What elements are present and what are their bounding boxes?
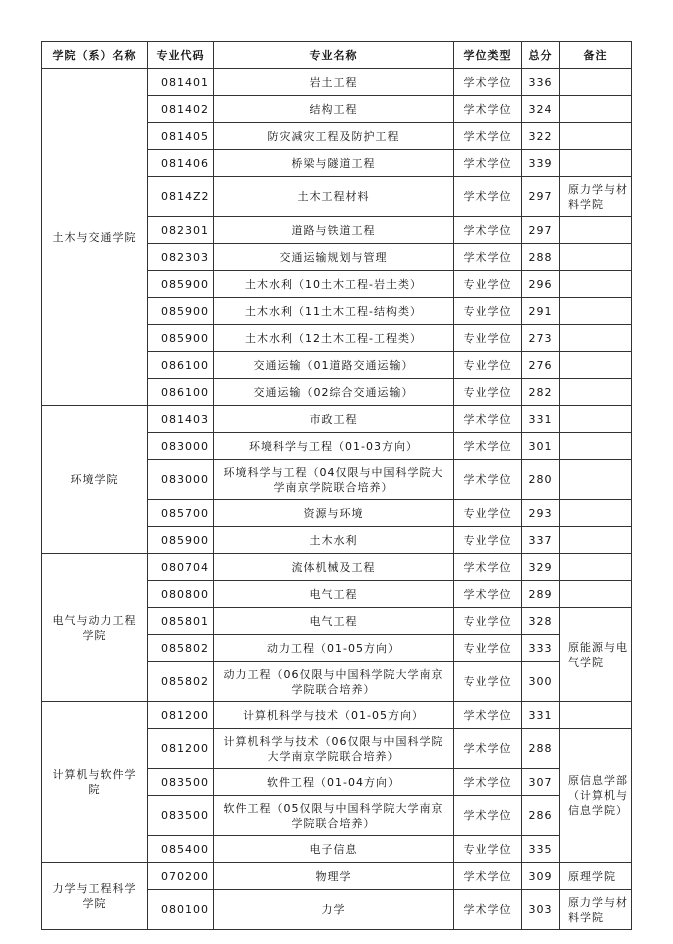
remark-cell: 原力学与材料学院: [560, 177, 632, 217]
major-code: 081401: [148, 69, 214, 96]
total-score: 297: [522, 177, 560, 217]
total-score: 286: [522, 796, 560, 836]
remark-cell: [560, 217, 632, 244]
total-score: 329: [522, 554, 560, 581]
remark-cell: [560, 271, 632, 298]
total-score: 289: [522, 581, 560, 608]
total-score: 339: [522, 150, 560, 177]
major-code: 081406: [148, 150, 214, 177]
major-name: 交通运输（02综合交通运输）: [214, 379, 454, 406]
major-code: 085700: [148, 500, 214, 527]
major-code: 085802: [148, 662, 214, 702]
major-name: 道路与铁道工程: [214, 217, 454, 244]
major-name: 防灾减灾工程及防护工程: [214, 123, 454, 150]
header-major: 专业名称: [214, 42, 454, 69]
degree-type: 学术学位: [454, 244, 522, 271]
degree-type: 专业学位: [454, 379, 522, 406]
major-name: 桥梁与隧道工程: [214, 150, 454, 177]
degree-type: 学术学位: [454, 729, 522, 769]
degree-type: 学术学位: [454, 460, 522, 500]
total-score: 337: [522, 527, 560, 554]
total-score: 307: [522, 769, 560, 796]
major-code: 082303: [148, 244, 214, 271]
header-remark: 备注: [560, 42, 632, 69]
admission-score-table: [41, 41, 632, 930]
remark-cell: [560, 581, 632, 608]
total-score: 280: [522, 460, 560, 500]
major-name: 流体机械及工程: [214, 554, 454, 581]
major-code: 081405: [148, 123, 214, 150]
total-score: 331: [522, 406, 560, 433]
major-name: 计算机科学与技术（06仅限与中国科学院大学南京学院联合培养）: [214, 729, 454, 769]
degree-type: 学术学位: [454, 177, 522, 217]
major-code: 085900: [148, 271, 214, 298]
remark-cell: [560, 460, 632, 500]
college-name: 电气与动力工程学院: [42, 554, 148, 702]
remark-cell: [560, 500, 632, 527]
remark-cell: [560, 298, 632, 325]
degree-type: 学术学位: [454, 863, 522, 890]
degree-type: 专业学位: [454, 608, 522, 635]
major-code: 083000: [148, 460, 214, 500]
college-name: 土木与交通学院: [42, 69, 148, 406]
major-code: 083000: [148, 433, 214, 460]
table-body: [42, 69, 632, 930]
degree-type: 专业学位: [454, 527, 522, 554]
table-row: [42, 406, 632, 433]
degree-type: 专业学位: [454, 500, 522, 527]
major-name: 环境科学与工程（04仅限与中国科学院大学南京学院联合培养）: [214, 460, 454, 500]
remark-cell: 原理学院: [560, 863, 632, 890]
remark-cell: [560, 352, 632, 379]
college-name: 力学与工程科学学院: [42, 863, 148, 930]
major-name: 电气工程: [214, 581, 454, 608]
total-score: 335: [522, 836, 560, 863]
total-score: 324: [522, 96, 560, 123]
major-code: 0814Z2: [148, 177, 214, 217]
total-score: 300: [522, 662, 560, 702]
remark-cell: [560, 325, 632, 352]
remark-cell: [560, 433, 632, 460]
major-code: 080800: [148, 581, 214, 608]
header-code: 专业代码: [148, 42, 214, 69]
total-score: 273: [522, 325, 560, 352]
major-name: 结构工程: [214, 96, 454, 123]
remark-cell: [560, 150, 632, 177]
major-name: 电气工程: [214, 608, 454, 635]
degree-type: 学术学位: [454, 890, 522, 930]
total-score: 296: [522, 271, 560, 298]
major-code: 085802: [148, 635, 214, 662]
college-name: 计算机与软件学院: [42, 702, 148, 863]
total-score: 297: [522, 217, 560, 244]
table-row: [42, 863, 632, 890]
total-score: 309: [522, 863, 560, 890]
major-name: 动力工程（06仅限与中国科学院大学南京学院联合培养）: [214, 662, 454, 702]
total-score: 301: [522, 433, 560, 460]
degree-type: 学术学位: [454, 123, 522, 150]
college-name: 环境学院: [42, 406, 148, 554]
major-code: 085900: [148, 298, 214, 325]
major-name: 动力工程（01-05方向）: [214, 635, 454, 662]
total-score: 276: [522, 352, 560, 379]
major-code: 070200: [148, 863, 214, 890]
major-code: 081200: [148, 729, 214, 769]
degree-type: 学术学位: [454, 433, 522, 460]
degree-type: 专业学位: [454, 836, 522, 863]
major-name: 计算机科学与技术（01-05方向）: [214, 702, 454, 729]
major-name: 土木水利（11土木工程-结构类）: [214, 298, 454, 325]
major-name: 电子信息: [214, 836, 454, 863]
major-name: 软件工程（01-04方向）: [214, 769, 454, 796]
major-name: 力学: [214, 890, 454, 930]
degree-type: 学术学位: [454, 150, 522, 177]
major-code: 085900: [148, 325, 214, 352]
remark-cell: [560, 96, 632, 123]
major-code: 080100: [148, 890, 214, 930]
total-score: 336: [522, 69, 560, 96]
degree-type: 专业学位: [454, 635, 522, 662]
header-row: [42, 42, 632, 69]
remark-cell: 原信息学部（计算机与信息学院）: [560, 729, 632, 863]
major-code: 081403: [148, 406, 214, 433]
total-score: 288: [522, 729, 560, 769]
remark-cell: 原能源与电气学院: [560, 608, 632, 702]
major-code: 081402: [148, 96, 214, 123]
major-name: 资源与环境: [214, 500, 454, 527]
major-code: 083500: [148, 796, 214, 836]
degree-type: 学术学位: [454, 96, 522, 123]
degree-type: 学术学位: [454, 702, 522, 729]
major-name: 软件工程（05仅限与中国科学院大学南京学院联合培养）: [214, 796, 454, 836]
major-code: 085801: [148, 608, 214, 635]
degree-type: 学术学位: [454, 581, 522, 608]
remark-cell: [560, 702, 632, 729]
remark-cell: 原力学与材料学院: [560, 890, 632, 930]
remark-cell: [560, 554, 632, 581]
major-name: 土木水利（10土木工程-岩土类）: [214, 271, 454, 298]
major-code: 081200: [148, 702, 214, 729]
header-degree-type: 学位类型: [454, 42, 522, 69]
degree-type: 学术学位: [454, 406, 522, 433]
major-code: 086100: [148, 352, 214, 379]
major-name: 交通运输（01道路交通运输）: [214, 352, 454, 379]
major-name: 土木水利: [214, 527, 454, 554]
table-row: [42, 554, 632, 581]
remark-cell: [560, 69, 632, 96]
table-row: [42, 69, 632, 96]
degree-type: 专业学位: [454, 271, 522, 298]
degree-type: 专业学位: [454, 298, 522, 325]
total-score: 303: [522, 890, 560, 930]
major-name: 岩土工程: [214, 69, 454, 96]
total-score: 333: [522, 635, 560, 662]
major-name: 市政工程: [214, 406, 454, 433]
total-score: 288: [522, 244, 560, 271]
total-score: 328: [522, 608, 560, 635]
major-code: 080704: [148, 554, 214, 581]
major-name: 环境科学与工程（01-03方向）: [214, 433, 454, 460]
total-score: 291: [522, 298, 560, 325]
remark-cell: [560, 244, 632, 271]
remark-cell: [560, 527, 632, 554]
total-score: 331: [522, 702, 560, 729]
header-college: 学院（系）名称: [42, 42, 148, 69]
degree-type: 学术学位: [454, 796, 522, 836]
degree-type: 专业学位: [454, 352, 522, 379]
degree-type: 专业学位: [454, 662, 522, 702]
total-score: 293: [522, 500, 560, 527]
degree-type: 学术学位: [454, 554, 522, 581]
degree-type: 专业学位: [454, 325, 522, 352]
header-total-score: 总分: [522, 42, 560, 69]
major-code: 086100: [148, 379, 214, 406]
major-name: 土木水利（12土木工程-工程类）: [214, 325, 454, 352]
major-code: 085400: [148, 836, 214, 863]
degree-type: 学术学位: [454, 217, 522, 244]
total-score: 282: [522, 379, 560, 406]
table-row: [42, 702, 632, 729]
major-code: 083500: [148, 769, 214, 796]
degree-type: 学术学位: [454, 769, 522, 796]
major-name: 土木工程材料: [214, 177, 454, 217]
major-code: 082301: [148, 217, 214, 244]
remark-cell: [560, 123, 632, 150]
major-name: 物理学: [214, 863, 454, 890]
major-code: 085900: [148, 527, 214, 554]
major-name: 交通运输规划与管理: [214, 244, 454, 271]
remark-cell: [560, 379, 632, 406]
total-score: 322: [522, 123, 560, 150]
degree-type: 学术学位: [454, 69, 522, 96]
remark-cell: [560, 406, 632, 433]
